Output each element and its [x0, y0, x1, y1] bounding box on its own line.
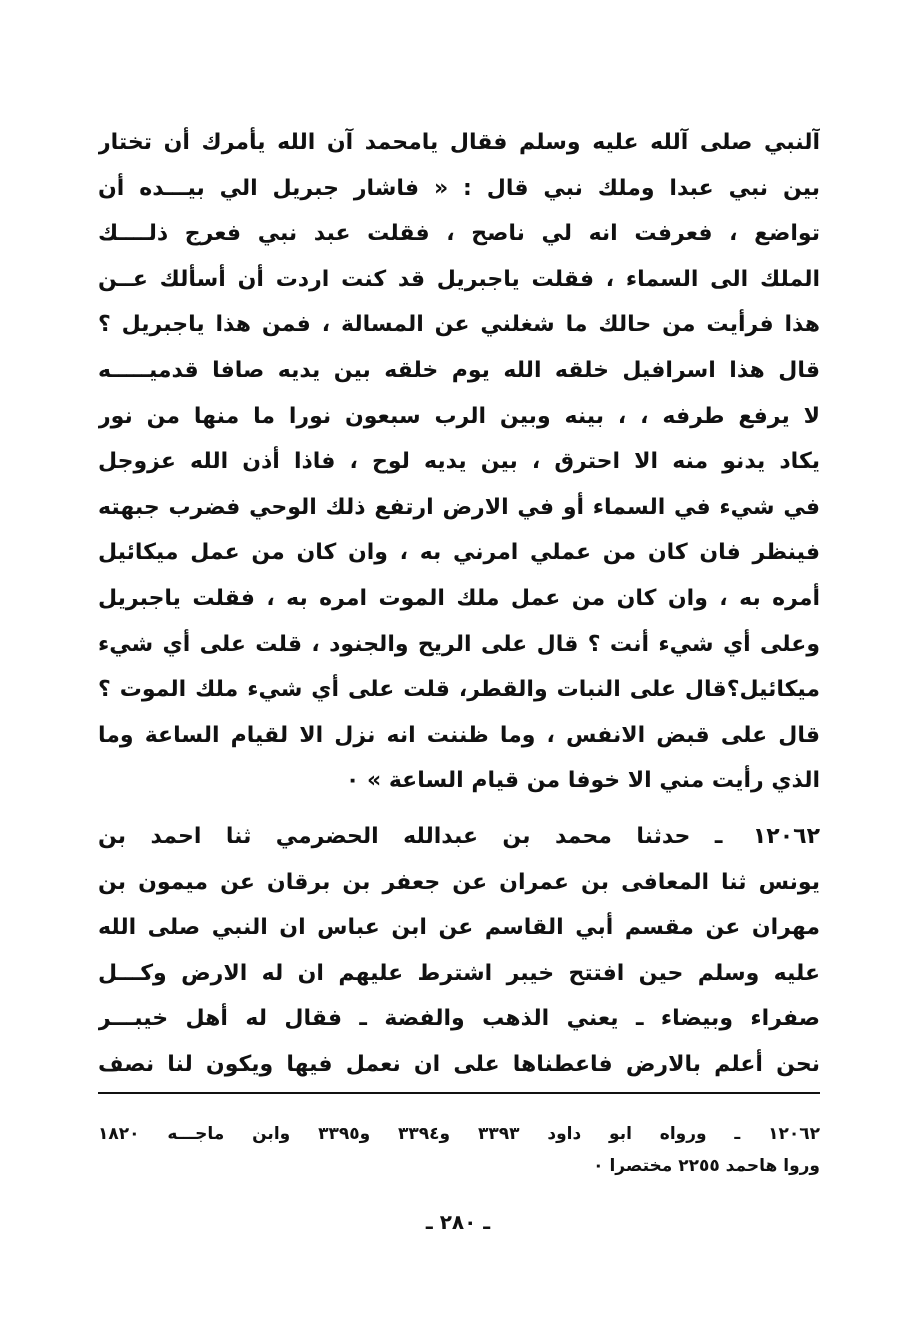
text-line: عليه وسلم حين افتتح خيبر اشترط عليهم ان له الارض وكـــل — [98, 960, 820, 986]
text-line: في شيء في السماء أو في الارض ارتفع ذلك الوحي فضرب جبهته — [98, 494, 820, 520]
main-text — [98, 120, 820, 1087]
hadith-number: ١٢٠٦٢ — [752, 823, 820, 849]
text-line: هذا فرأيت من حالك ما شغلني عن المسالة ، فمن هذا ياجبريل ؟ — [98, 312, 820, 338]
hadith-first-line — [98, 814, 820, 860]
text-line: فينظر فان كان من عملي امرني به ، وان كان من عمل ميكائيل — [98, 540, 820, 566]
text-line: صفراء وبيضاء ـ يعني الذهب والفضة ـ فقال له أهل خيبـــر — [98, 1006, 820, 1032]
page-number: ـ ٢٨٠ ـ — [425, 1210, 491, 1234]
footnote-divider — [98, 1092, 820, 1094]
text-line: أمره به ، وان كان من عمل ملك الموت امره به ، فقلت ياجبريل — [98, 585, 820, 611]
text-line: الذي رأيت مني الا خوفا من قيام الساعة » ٠ — [345, 768, 820, 794]
text-line: آلنبي صلى آلله عليه وسلم فقال يامحمد آن الله يأمرك أن تختار — [98, 130, 820, 155]
text-line: بين نبي عبدا وملك نبي قال : « فاشار جبريل الي بيـــده أن — [98, 175, 820, 201]
footnotes — [98, 1118, 820, 1182]
text-line: وعلى أي شيء أنت ؟ قال على الريح والجنود ، قلت على أي شيء — [98, 631, 820, 657]
hadith-opening-text: ـ حدثنا محمد بن عبدالله الحضرمي ثنا احمد بن — [98, 823, 723, 849]
text-line: نحن أعلم بالارض فاعطناها على ان نعمل فيها ويكون لنا نصف — [98, 1051, 820, 1077]
text-line: تواضع ، فعرفت انه لي ناصح ، فقلت عبد نبي فعرج ذلــــك — [98, 221, 820, 247]
paragraph-gap — [98, 804, 820, 814]
footnote-line: ١٢٠٦٢ ـ ورواه ابو داود ٣٣٩٣ و٣٣٩٤ و٣٣٩٥ وابن ماجـــه ١٨٢٠ — [98, 1124, 820, 1144]
text-line: يكاد يدنو منه الا احترق ، بين يديه لوح ، فاذا أذن الله عزوجل — [98, 449, 820, 475]
text-line: لا يرفع طرفه ، ، بينه وبين الرب سبعون نورا ما منها من نور — [98, 403, 820, 429]
text-line: قال هذا اسرافيل خلقه الله يوم خلقه بين يديه صافا قدميـــــه — [98, 357, 820, 383]
text-line: ميكائيل؟قال على النبات والقطر، قلت على أي شيء ملك الموت ؟ — [98, 677, 820, 703]
text-line: يونس ثنا المعافى بن عمران عن جعفر بن برقان عن ميمون بن — [98, 869, 820, 895]
text-line: الملك الى السماء ، فقلت ياجبريل قد كنت اردت أن أسألك عــن — [98, 266, 820, 292]
text-line: مهران عن مقسم أبي القاسم عن ابن عباس ان النبي صلى الله — [98, 915, 820, 941]
footnote-line: وروا ه‍احمد ٢٢٥٥ مختصرا ٠ — [593, 1156, 820, 1176]
text-line: قال على قبض الانفس ، وما ظننت انه نزل الا لقيام الساعة وما — [98, 722, 820, 748]
